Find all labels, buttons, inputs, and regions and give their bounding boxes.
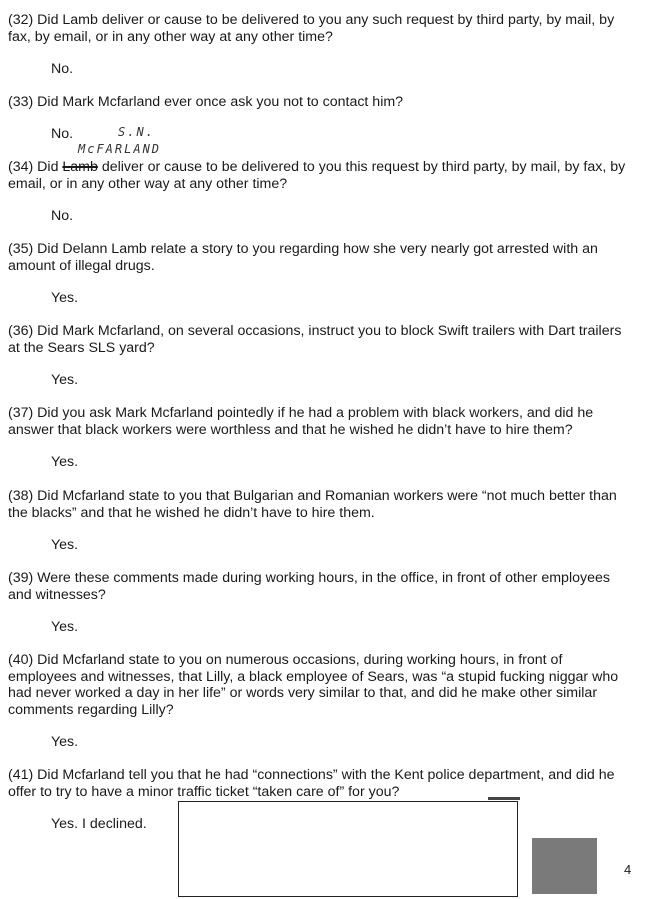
question-37: (37) Did you ask Mark Mcfarland pointedly if he had a problem with black workers, and did he answer that black workers were worthless and that he wished he didn’t have to hire them? — [8, 405, 594, 438]
answer-37: Yes. — [51, 454, 79, 470]
question-34-prefix: (34) Did — [8, 159, 63, 175]
struck-word: Lamb — [62, 159, 98, 175]
answer-35: Yes. — [51, 290, 79, 306]
handwritten-correction: McFARLAND — [78, 142, 162, 156]
answer-33: No. — [51, 126, 74, 142]
answer-36: Yes. — [51, 372, 79, 388]
scan-artifact — [488, 797, 520, 800]
answer-38: Yes. — [51, 537, 79, 553]
question-39: (39) Were these comments made during working hours, in the office, in front of other employees and witnesses? — [8, 570, 610, 603]
question-33: (33) Did Mark Mcfarland ever once ask you not to contact him? — [8, 94, 404, 110]
handwritten-initials: S.N. — [118, 125, 155, 139]
question-34 — [8, 159, 633, 192]
question-36: (36) Did Mark Mcfarland, on several occasions, instruct you to block Swift trailers with Dart trailers at the Sears SLS yard? — [8, 323, 622, 356]
question-38: (38) Did Mcfarland state to you that Bulgarian and Romanian workers were “not much better than the blacks” and that he wished he didn’t have to hire them. — [8, 488, 617, 521]
answer-40: Yes. — [51, 734, 79, 750]
answer-39: Yes. — [51, 619, 79, 635]
question-35: (35) Did Delann Lamb relate a story to you regarding how she very nearly got arrested with an amount of illegal drugs. — [8, 241, 598, 274]
answer-34: No. — [51, 208, 74, 224]
answer-32: No. — [51, 61, 74, 77]
redaction-block — [532, 838, 597, 894]
question-41: (41) Did Mcfarland tell you that he had “connections” with the Kent police department, and did he offer to try to have a minor traffic ticket “taken care of” for you? — [8, 767, 615, 800]
redaction-box — [178, 801, 518, 897]
question-40: (40) Did Mcfarland state to you on numerous occasions, during working hours, in front of employees and witnesses, that Lilly, a black employee of Sears, was “a stupid fucking niggar who had never worked a day in her life” or words very similar to that, and did he make other similar comments regarding Lilly? — [8, 652, 619, 718]
question-32: (32) Did Lamb deliver or cause to be delivered to you any such request by third party, by mail, by fax, by email, or in any other way at any other time? — [8, 12, 615, 45]
page-number: 4 — [624, 862, 632, 877]
question-34-suffix: deliver or cause to be delivered to you this request by third party, by mail, by fax, by email, or in any other way at any other time? — [8, 159, 626, 192]
answer-41: Yes. I declined. — [51, 816, 147, 832]
